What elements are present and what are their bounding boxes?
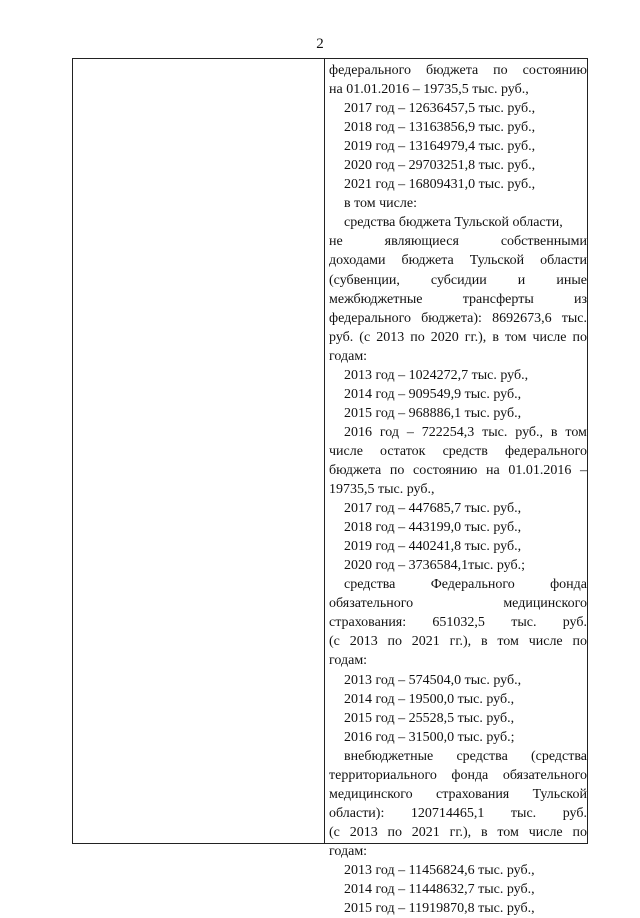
- word: являющиеся: [384, 234, 459, 250]
- word: и: [517, 272, 526, 288]
- text-line: [329, 290, 587, 309]
- word: руб.,: [515, 424, 544, 440]
- text-line: [329, 747, 587, 766]
- text-line: [329, 804, 587, 823]
- word: (с: [329, 634, 340, 650]
- word: обязательного: [502, 767, 587, 783]
- word: по: [387, 634, 402, 650]
- text-line: годам:: [329, 843, 368, 859]
- word: тыс.: [511, 615, 537, 631]
- word: бюджета: [329, 462, 382, 478]
- text-line: в том числе:: [344, 196, 417, 212]
- text-line: средства бюджета Тульской области,: [344, 215, 563, 231]
- word: трансферты: [462, 291, 534, 307]
- text-line: [329, 271, 587, 290]
- word: не: [329, 234, 343, 250]
- text-line: [329, 785, 587, 804]
- word: (с: [359, 329, 371, 345]
- word: медицинского: [503, 596, 587, 612]
- word: том: [497, 634, 519, 650]
- text-line: 2013 год – 11456824,6 тыс. руб.,: [344, 862, 535, 878]
- text-line: 2014 год – 11448632,7 тыс. руб.,: [344, 882, 535, 898]
- text-line: 2021 год – 16809431,0 тыс. руб.,: [344, 177, 536, 193]
- word: тыс.: [510, 805, 537, 821]
- word: гг.),: [449, 824, 472, 840]
- word: территориального: [329, 767, 437, 783]
- word: федерального: [329, 310, 412, 326]
- word: страхования: [436, 786, 510, 802]
- word: по: [572, 824, 587, 840]
- word: числе: [329, 443, 363, 459]
- word: бюджета: [401, 253, 454, 269]
- word: –: [579, 462, 587, 478]
- column-divider: [324, 59, 325, 843]
- text-line: [329, 423, 587, 442]
- text-line: 2015 год – 11919870,8 тыс. руб.,: [344, 901, 535, 917]
- word: числе: [532, 329, 567, 345]
- word: бюджета):: [421, 310, 482, 326]
- word: области):: [329, 805, 385, 821]
- text-line: 2016 год – 31500,0 тыс. руб.;: [344, 729, 515, 745]
- text-line: 2019 год – 440241,8 тыс. руб.,: [344, 539, 522, 555]
- word: страхования:: [329, 615, 407, 631]
- word: гг.),: [464, 329, 487, 345]
- text-line: [329, 328, 587, 347]
- word: числе: [528, 824, 563, 840]
- text-line: 2019 год – 13164979,4 тыс. руб.,: [344, 139, 536, 155]
- word: 651032,5: [432, 615, 485, 631]
- word: субсидии: [430, 272, 487, 288]
- word: том: [497, 824, 519, 840]
- word: 120714465,1: [410, 805, 485, 821]
- word: (с: [329, 824, 340, 840]
- word: средства: [344, 577, 396, 593]
- word: руб.: [329, 329, 354, 345]
- word: 8692673,6: [492, 310, 552, 326]
- word: фонда: [550, 577, 587, 593]
- word: по: [572, 634, 587, 650]
- word: руб.: [562, 615, 587, 631]
- word: межбюджетные: [329, 291, 423, 307]
- word: состоянию: [412, 462, 478, 478]
- document-table: [72, 58, 588, 917]
- text-line: 2017 год – 12636457,5 тыс. руб.,: [344, 101, 536, 117]
- word: 2020: [430, 329, 459, 345]
- word: внебюджетные: [344, 748, 434, 764]
- word: по: [389, 462, 405, 478]
- word: 2016: [344, 424, 372, 440]
- word: год: [379, 424, 399, 440]
- word: тыс.: [561, 310, 587, 326]
- page-number: 2: [316, 36, 324, 52]
- word: по: [410, 329, 425, 345]
- text-line: [329, 823, 587, 842]
- text-line: 2020 год – 3736584,1тыс. руб.;: [344, 558, 525, 574]
- word: на: [485, 462, 500, 478]
- word: Тульской: [532, 786, 587, 802]
- word: Тульской: [469, 253, 525, 269]
- text-line: [329, 61, 587, 80]
- word: остаток: [380, 443, 426, 459]
- text-line: [329, 251, 587, 270]
- text-line: 2013 год – 1024272,7 тыс. руб.,: [344, 367, 529, 383]
- word: Федерального: [430, 577, 515, 593]
- word: средства: [456, 748, 508, 764]
- word: федерального: [504, 443, 587, 459]
- word: 2013: [376, 329, 405, 345]
- text-line: [329, 232, 587, 251]
- text-line: 2014 год – 19500,0 тыс. руб.,: [344, 691, 515, 707]
- text-line: [329, 594, 587, 613]
- word: федерального: [329, 63, 412, 78]
- word: доходами: [329, 253, 386, 269]
- word: 2013: [349, 634, 378, 650]
- word: области: [540, 253, 587, 269]
- text-line: 2013 год – 574504,0 тыс. руб.,: [344, 672, 522, 688]
- word: руб.: [562, 805, 587, 821]
- word: в: [492, 329, 499, 345]
- word: состоянию: [522, 63, 587, 78]
- word: по: [493, 63, 508, 78]
- budget-text-cell: [329, 61, 587, 918]
- word: числе: [528, 634, 563, 650]
- text-line: 2018 год – 13163856,9 тыс. руб.,: [344, 120, 536, 136]
- word: по: [387, 824, 402, 840]
- word: в: [480, 824, 488, 840]
- word: собственными: [500, 234, 587, 250]
- text-line: 2015 год – 968886,1 тыс. руб.,: [344, 405, 522, 421]
- empty-left-cell: [73, 59, 324, 843]
- text-line: 2018 год – 443199,0 тыс. руб.,: [344, 520, 522, 536]
- word: обязательного: [329, 596, 414, 612]
- word: из: [573, 291, 587, 307]
- word: гг.),: [449, 634, 472, 650]
- word: иные: [556, 272, 587, 288]
- text-line: [329, 613, 587, 632]
- word: в: [550, 424, 558, 440]
- text-line: 2020 год – 29703251,8 тыс. руб.,: [344, 158, 536, 174]
- word: (средства: [531, 748, 587, 764]
- word: 2013: [349, 824, 378, 840]
- text-line: 2017 год – 447685,7 тыс. руб.,: [344, 501, 522, 517]
- word: (субвенции,: [329, 272, 400, 288]
- word: том: [565, 424, 587, 440]
- word: медицинского: [329, 786, 413, 802]
- text-line: [329, 442, 587, 461]
- text-line: [329, 632, 587, 651]
- word: средств: [442, 443, 488, 459]
- word: 01.01.2016: [508, 462, 572, 478]
- word: 722254,3: [421, 424, 475, 440]
- text-line: на 01.01.2016 – 19735,5 тыс. руб.,: [329, 82, 529, 98]
- text-line: 2015 год – 25528,5 тыс. руб.,: [344, 710, 515, 726]
- text-line: [329, 461, 587, 480]
- text-line: [329, 766, 587, 785]
- word: 2021: [411, 824, 440, 840]
- text-line: годам:: [329, 348, 368, 364]
- word: фонда: [451, 767, 489, 783]
- text-line: [329, 575, 587, 594]
- word: 2021: [411, 634, 440, 650]
- text-line: годам:: [329, 653, 368, 669]
- word: в: [480, 634, 488, 650]
- text-line: [329, 309, 587, 328]
- word: тыс.: [482, 424, 508, 440]
- word: по: [572, 329, 587, 345]
- word: –: [406, 424, 414, 440]
- text-line: 19735,5 тыс. руб.,: [329, 482, 435, 498]
- word: бюджета: [426, 63, 479, 78]
- word: том: [504, 329, 527, 345]
- text-line: 2014 год – 909549,9 тыс. руб.,: [344, 386, 522, 402]
